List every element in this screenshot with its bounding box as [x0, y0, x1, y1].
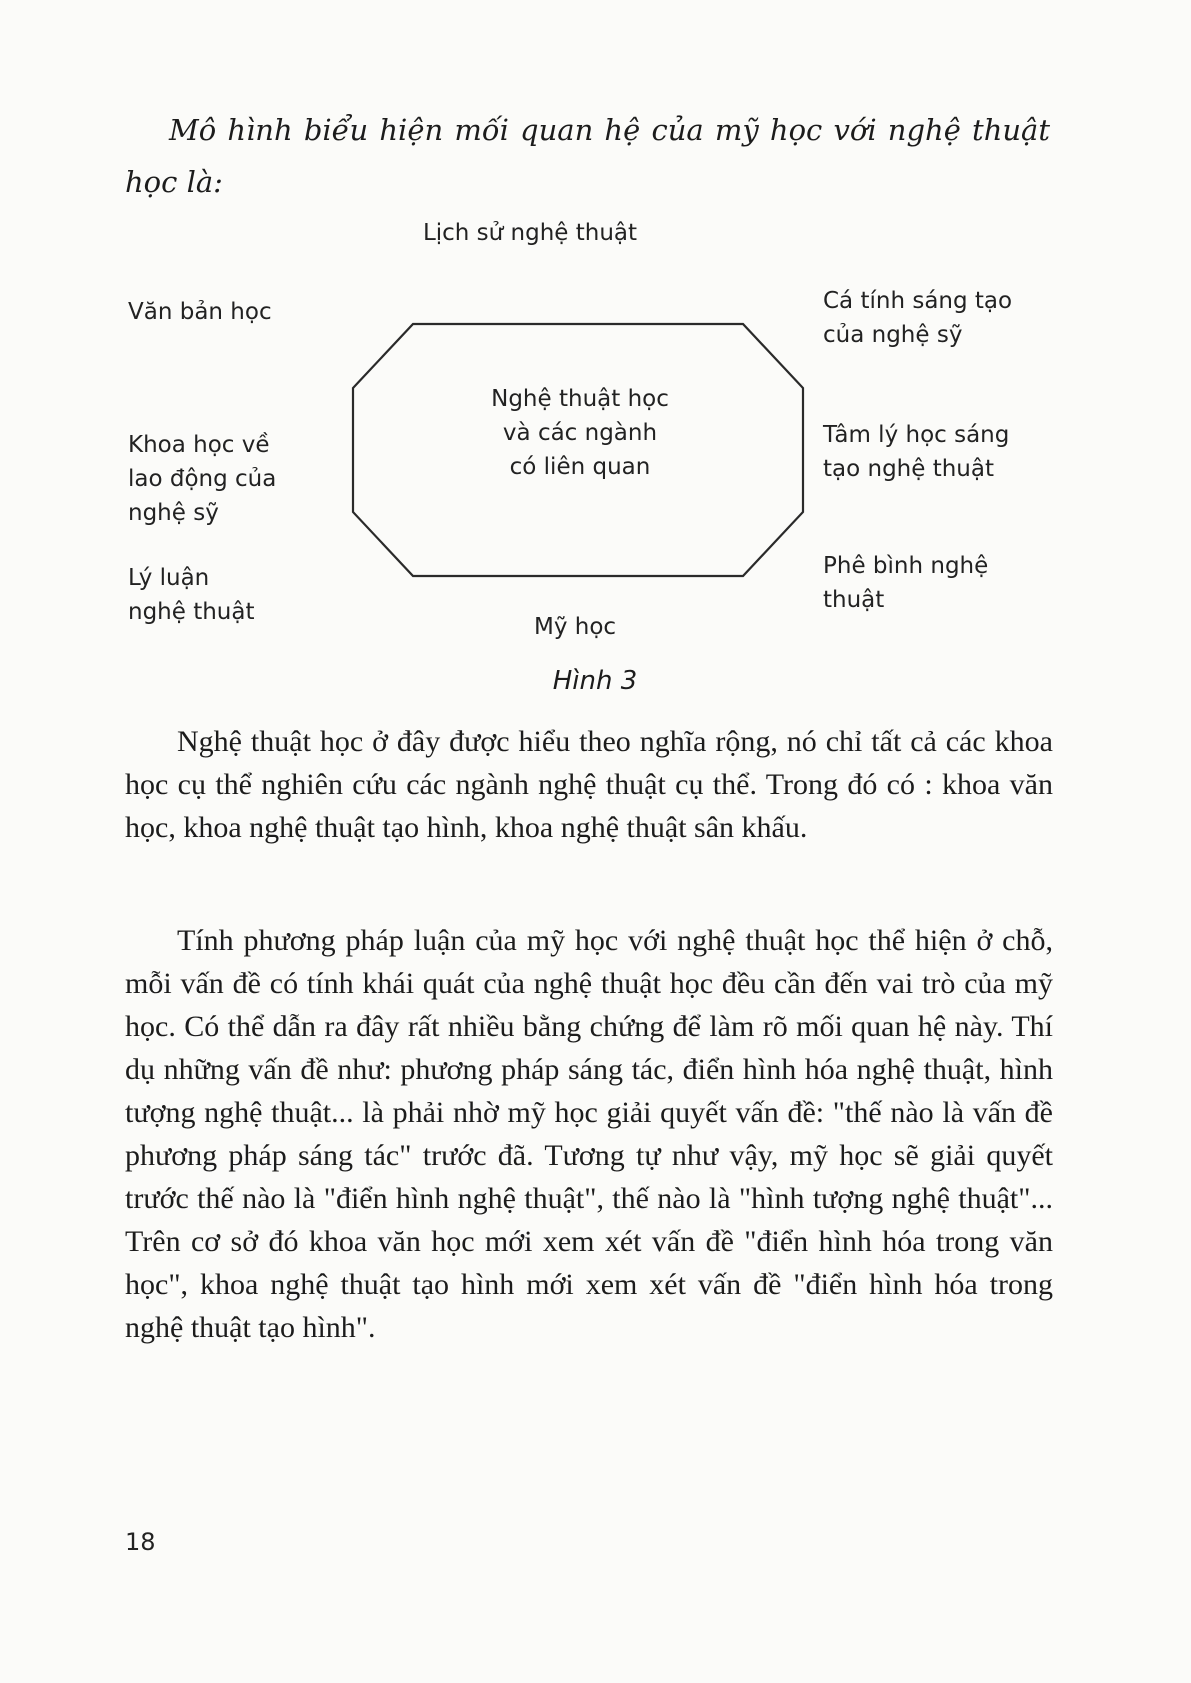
- label-line: nghệ thuật: [128, 599, 255, 625]
- label-creative-psychology: [823, 418, 1009, 486]
- label-line: của nghệ sỹ: [823, 322, 963, 348]
- label-art-theory: [128, 561, 255, 629]
- label-creative-individuality: [823, 284, 1012, 352]
- figure-caption: Hình 3: [552, 666, 638, 696]
- label-line: tạo nghệ thuật: [823, 456, 994, 482]
- label-textology: Văn bản học: [128, 299, 272, 325]
- paragraph-2: Tính phương pháp luận của mỹ học với nghệ thuật học thể hiện ở chỗ, mỗi vấn đề có tính khái quát của nghệ thuật học đều cần đến vai trò của mỹ học. Có thể dẫn ra đây rất nhiều bằng chứng để làm rõ mối quan hệ này. Thí dụ những vấn đề như: phương pháp sáng tác, điển hình hóa nghệ thuật, hình tượng nghệ thuật... là phải nhờ mỹ học giải quyết vấn đề: "thế nào là vấn đề phương pháp sáng tác" trước đã. Tương tự như vậy, mỹ học sẽ giải quyết trước thế nào là "điển hình nghệ thuật", thế nào là "hình tượng nghệ thuật"... Trên cơ sở đó khoa văn học mới xem xét vấn đề "điển hình hóa trong văn học", khoa nghệ thuật tạo hình mới xem xét vấn đề "điển hình hóa trong nghệ thuật tạo hình".: [125, 924, 1053, 1344]
- label-line: Khoa học về: [128, 432, 270, 458]
- label-art-history: Lịch sử nghệ thuật: [422, 220, 638, 246]
- label-line: thuật: [823, 587, 885, 613]
- label-line: lao động của: [128, 466, 277, 492]
- label-line: Nghệ thuật học: [491, 386, 669, 412]
- label-line: Cá tính sáng tạo: [823, 288, 1013, 314]
- diagram-intro: Mô hình biểu hiện mối quan hệ của mỹ học với nghệ thuật học là:: [125, 113, 1050, 199]
- page-number: 18: [125, 1528, 156, 1556]
- label-aesthetics: Mỹ học: [533, 614, 617, 640]
- paragraph-1: Nghệ thuật học ở đây được hiểu theo nghĩa rộng, nó chỉ tất cả các khoa học cụ thể nghiên cứu các ngành nghệ thuật cụ thể. Trong đó có : khoa văn học, khoa nghệ thuật tạo hình, khoa nghệ thuật sân khấu.: [125, 725, 1053, 844]
- label-artist-labor-science: [128, 428, 276, 530]
- label-art-studies-center: [460, 382, 700, 484]
- label-art-criticism: [823, 549, 988, 617]
- label-line: Lý luận: [128, 565, 210, 591]
- label-line: Tâm lý học sáng: [823, 422, 1010, 448]
- label-line: Phê bình nghệ: [823, 553, 989, 579]
- label-line: và các ngành: [502, 420, 658, 446]
- label-line: nghệ sỹ: [128, 500, 219, 526]
- label-line: có liên quan: [509, 454, 651, 480]
